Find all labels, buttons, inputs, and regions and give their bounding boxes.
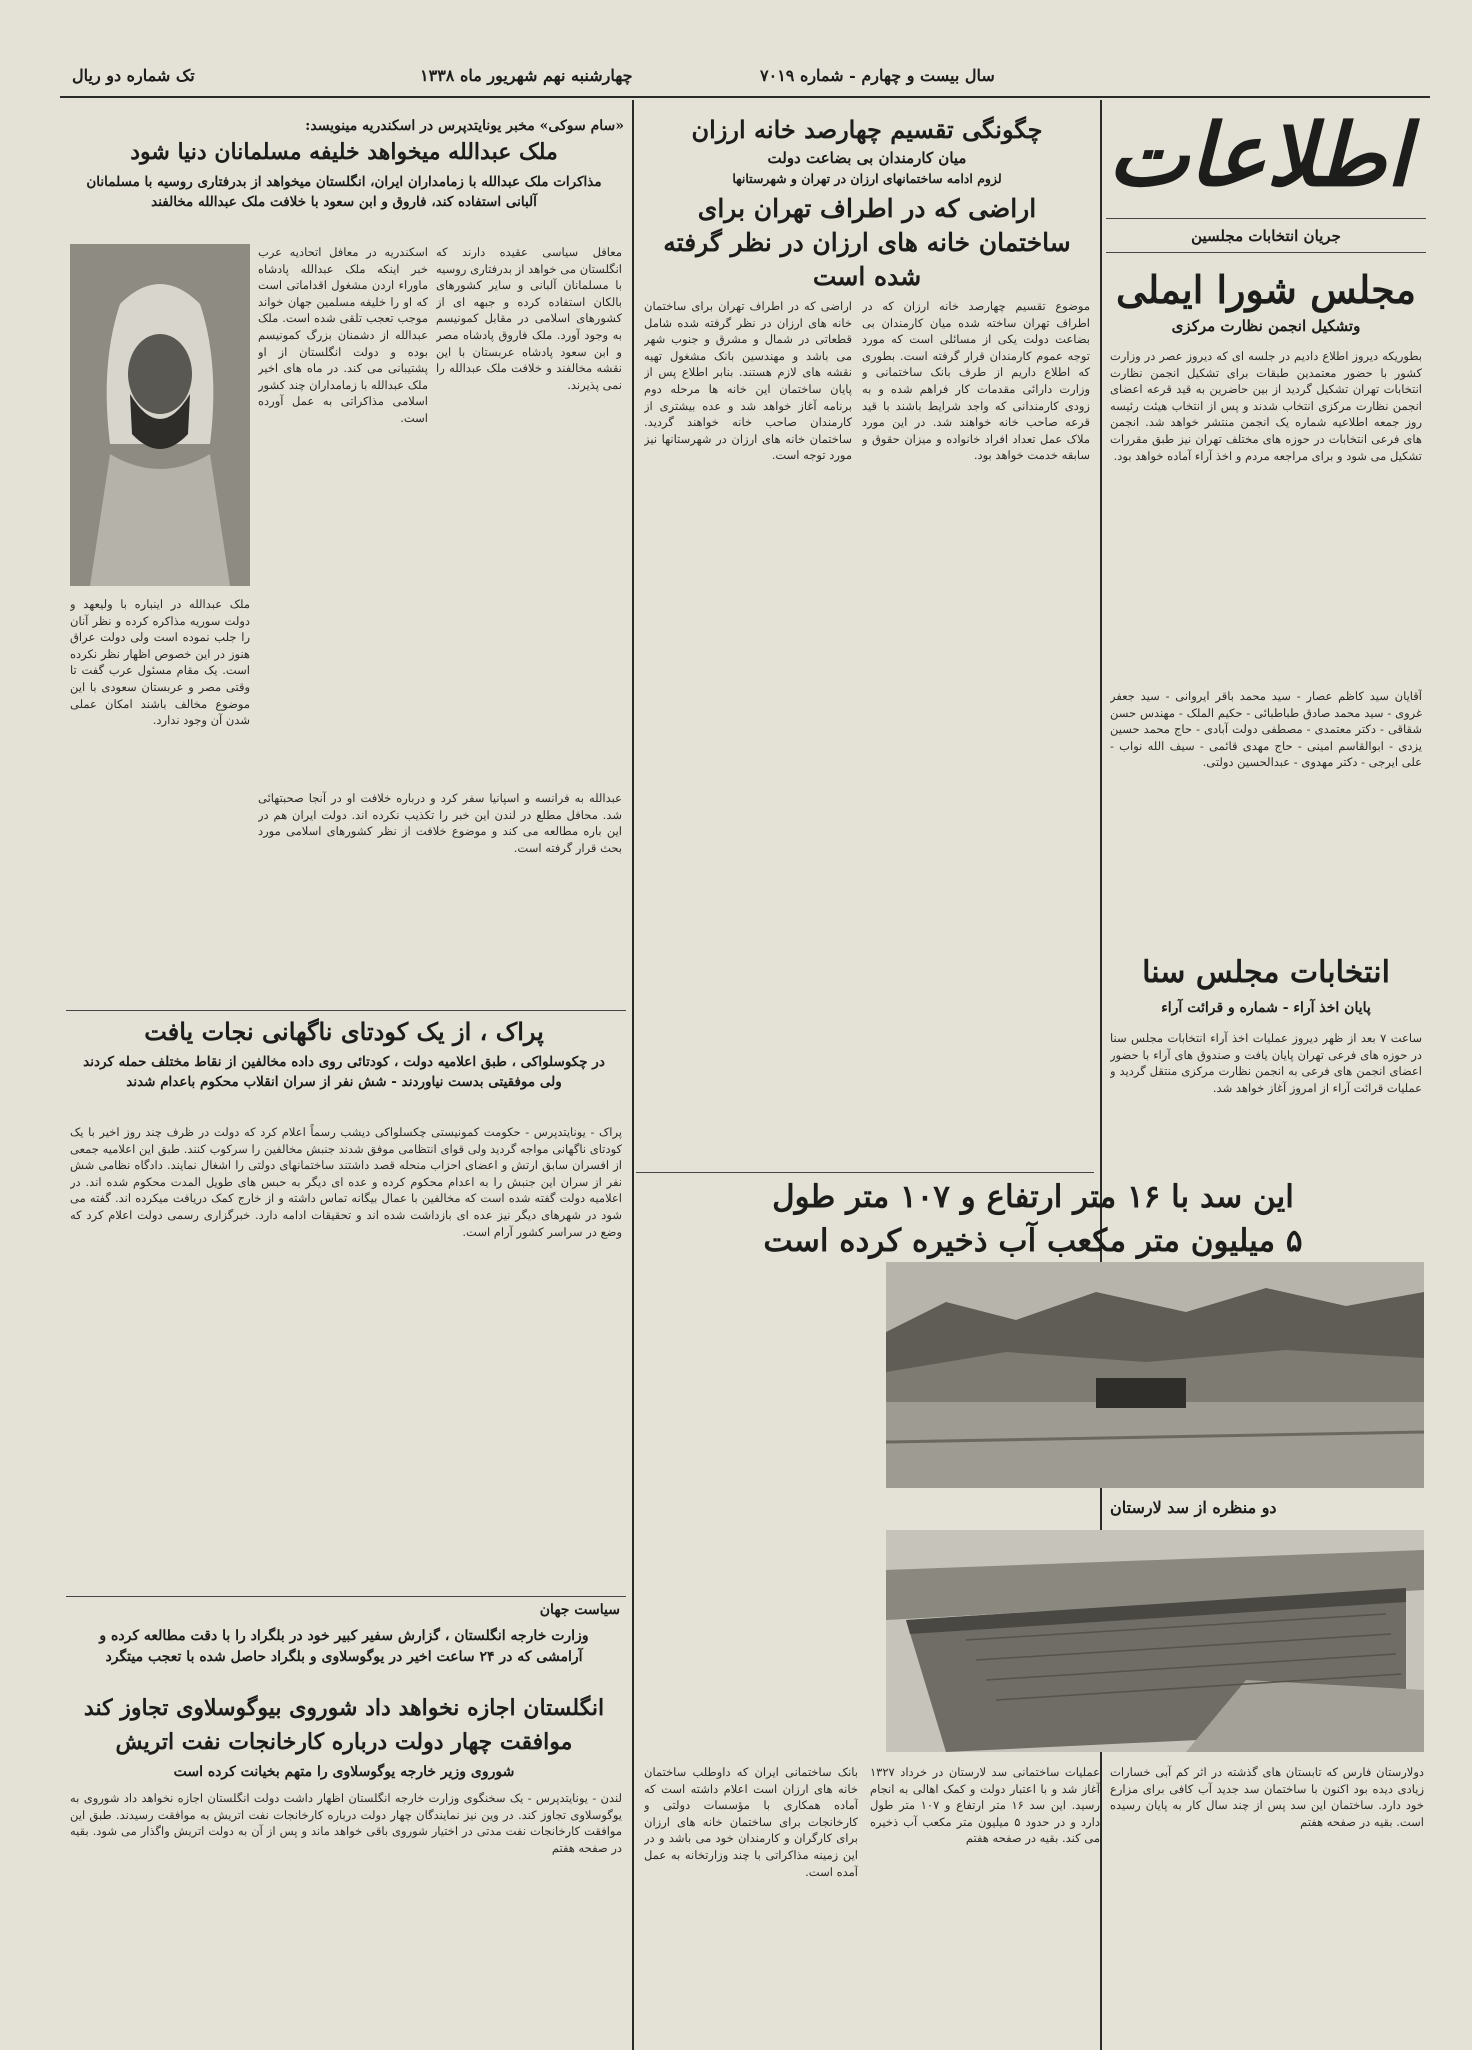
saudi-kicker: «سام سوکی» مخبر یونایتدپرس در اسکندریه مینویسد: xyxy=(305,118,624,134)
dam-photo-top-image xyxy=(886,1262,1424,1488)
saudi-body-col1: اسکندریه در معافل اتحادیه عرب خبر اینکه ملک عبدالله پادشاه ماوراء اردن مشغول اقداماتی است که او را خلیفه مسلمین جهان خواند موجب تعجب تلقی شده است. ملک عبدالله از دشمنان بزرگ کمونیسم بوده و دولت انگلستان از او پشتیبانی می کند. در ماه های اخیر ملک عبدالله با زمامداران چند کشور اسلامی مذاکراتی به عمل آورده است. xyxy=(258,245,428,425)
section-rule xyxy=(66,1010,626,1011)
saudi-body-col2: معافل سیاسی عقیده دارند که انگلستان می خواهد از بدرفتاری روسیه با مسلمانان آلبانی و سایر کشورهای بالکان استفاده کرده و جبهه ای از کشورهای اسلامی در مقابل کمونیسم به وجود آورد. ملک فاروق پادشاه مصر و ابن سعود پادشاه عربستان با این نقشه مخالفند و خلافت ملک عبدالله را نمی پذیرند. xyxy=(436,245,622,392)
world-lead: وزارت خارجه انگلستان ، گزارش سفیر کبیر خود در بلگراد را با دقت مطالعه کرده و آرامشی که در ۲۴ ساعت اخیر در یوگوسلاوی و بلگراد حاصل شده با تعجب میتگرد xyxy=(99,1628,589,1665)
section-rule xyxy=(66,1596,626,1597)
section-rule xyxy=(1106,252,1426,253)
saudi-body-col3: ملک عبدالله در اینباره با ولیعهد و دولت سوریه مذاکره کرده و نظر آنان را جلب نموده است ولی دولت عراق هنوز در این خصوص اظهار نظر نکرده است. یک مقام مسئول عرب گفت تا وقتی مصر و عربستان سعودی با این موضوع مخالف باشند امکان عملی شدن آن وجود ندارد. xyxy=(70,597,250,728)
saudi-body-col4: عبدالله به فرانسه و اسپانیا سفر کرد و درباره خلافت او در آنجا صحبتهائی شد. محافل مطلع در لندن این خبر را تکذیب نکرده اند. دولت ایران هم در این باره مطالعه می کند و موضوع خلافت از نظر کشورهای اسلامی مورد بحث قرار گرفته است. xyxy=(258,791,622,855)
column-rule xyxy=(636,1172,1094,1173)
elections-body: بطوریکه دیروز اطلاع دادیم در جلسه ای که دیروز عصر در وزارت کشور با حضور معتمدین طبقات برای تشکیل انجمن نظارت انتخابات تهران تشکیل گردید از بین حاضرین به قید قرعه اعضای انجمن نظارت مرکزی انتخاب شدند و پس از انتخاب هیئت رئیسه روز جمعه اطلاعیه شماره یک انجمن منتشر خواهد شد. انجمن های فرعی انتخابات در حوزه های مختلف تهران نیز طبق مقررات تشکیل می شود و برای مراجعه مردم و اخذ آراء آماده خواهد بود. xyxy=(1110,349,1422,463)
dam-headline-line2: ۵ میلیون متر مکعب آب ذخیره کرده است xyxy=(763,1223,1303,1259)
elections-subtitle: وتشکیل انجمن نظارت مرکزی xyxy=(1171,317,1361,335)
housing-title: چگونگی تقسیم چهارصد خانه ارزان xyxy=(691,115,1043,144)
world-headline-1: انگلستان اجازه نخواهد داد شوروی بیوگوسلاوی تجاوز کند xyxy=(83,1695,605,1721)
masthead-logo: اطلاعات xyxy=(1107,105,1410,206)
senate-title: انتخابات مجلس سنا xyxy=(1142,955,1390,990)
dam-caption: دو منظره از سد لارستان xyxy=(1110,1498,1277,1517)
dam-body-part2: عملیات ساختمانی سد لارستان در خرداد ۱۳۲۷ آغاز شد و با اعتبار دولت و کمک اهالی به انجام رسید. این سد ۱۶ متر ارتفاع و ۱۰۷ متر طول دارد و در حدود ۵ میلیون متر مکعب آب ذخیره می کند. بقیه در صفحه هفتم xyxy=(870,1765,1100,1846)
prague-body: پراک - یونایتدپرس - حکومت کمونیستی چکسلواکی دیشب رسماً اعلام کرد که دولت در ظرف چند روز اخیر با یک کودتای ناگهانی مواجه گردید ولی قوای انتظامی موفق شدند جنبش مخالفین را سرکوب کنند. طبق این اعلامیه جمعی از افسران سابق ارتش و اعضای احزاب منحله قصد داشتند ساختمانهای دولتی را اشغال نمایند. دادگاه نظامی شش نفر از سران این جنبش را به اعدام محکوم کرده و عده ای دیگر به حبس های طویل المدت محکوم شده اند. در اعلامیه دولت گفته شده است که مخالفین با عمال بیگانه تماس داشته و از خارج کمک دریافت میکرده اند. گفته می شود در شهرهای دیگر نیز عده ای بازداشت شده اند و تحقیقات ادامه دارد. خبرگزاری رسمی دولت اعلام کرد که وضع در سراسر کشور آرام است. xyxy=(70,1125,622,1239)
elections-kicker: جریان انتخابات مجلسین xyxy=(1191,227,1341,245)
issue-number: سال بیست و چهارم - شماره ۷۰۱۹ xyxy=(760,66,995,85)
elections-member-list: آقایان سید کاظم عصار - سید محمد باقر ایروانی - سید جعفر غروی - سید محمد صادق طباطبائی - حکیم الملک - مهندس حسن شقاقی - دکتر معتمدی - مصطفی دولت آبادی - حاج محمد حسین یزدی - ابوالقاسم امینی - حاج مهدی قائمی - سیف الله نواب - علی ایرجی - دکتر مهدوی - عبدالحسین دولتی. xyxy=(1110,689,1422,770)
senate-body: ساعت ۷ بعد از ظهر دیروز عملیات اخذ آراء انتخابات مجلس سنا در حوزه های فرعی تهران پایان یافت و صندوق های آراء با حضور اعضای انجمن های فرعی به انجمن نظارت مرکزی منتقل گردید و عملیات قرائت آراء از امروز آغاز خواهد شد. xyxy=(1110,1031,1422,1095)
world-headline-2: موافقت چهار دولت درباره کارخانجات نفت اتریش xyxy=(115,1729,573,1755)
saudi-headline: ملک عبدالله میخواهد خلیفه مسلمانان دنیا شود xyxy=(130,139,558,165)
dam-photo-bottom xyxy=(886,1530,1424,1752)
elections-title: مجلس شورا ایملی xyxy=(1115,267,1417,312)
dam-body-part1: دولارستان فارس که تابستان های گذشته در اثر کم آبی خسارات زیادی دیده بود اکنون با ساختمان سد جدید آب کافی برای مزارع خود دارد. ساختمان این سد پس از چند سال کار به پایان رسیده است. بقیه در صفحه هفتم xyxy=(1110,1765,1424,1829)
dam-headline-line1: این سد با ۱۶ متر ارتفاع و ۱۰۷ متر طول xyxy=(772,1179,1294,1215)
housing-subtitle: میان کارمندان بی بضاعت دولت xyxy=(767,149,967,167)
housing-subtitle-2: لزوم ادامه ساختمانهای ارزان در تهران و شهرستانها xyxy=(732,171,1002,186)
saudi-subheadline: مذاکرات ملک عبدالله با زمامداران ایران، انگلستان میخواهد از بدرفتاری روسیه با مسلمانان آلبانی استفاده کند، فاروق و ابن سعود با خلافت ملک عبدالله مخالفند xyxy=(86,174,602,210)
housing-body-col1: موضوع تقسیم چهارصد خانه ارزان که در اطراف تهران ساخته شده میان کارمندان بی بضاعت دولت یکی از مسائلی است که مورد توجه عموم کارمندان قرار گرفته است. بطوری که اطلاع داریم از طرف بانک ساختمانی و وزارت دارائی مقدمات کار فراهم شده و به زودی کارمندانی که واجد شرایط باشند با قید قرعه صاحب خانه خواهند شد. در این مورد ملاک عمل تعداد افراد خانواده و میزان حقوق و سابقه خدمت خواهد بود. xyxy=(862,299,1090,463)
senate-subtitle: پایان اخذ آراء - شماره و قرائت آراء xyxy=(1161,1000,1371,1016)
king-abdullah-portrait xyxy=(70,244,250,586)
housing-body-col2: اراضی که در اطراف تهران برای ساختمان خانه های ارزان در نظر گرفته شده شامل قطعاتی در شمال و مشرق و جنوب شهر می باشد و مهندسین بانک مشغول تهیه نقشه های لازم هستند. بنابر اطلاع پس از پایان ساختمان این خانه ها مرحله دوم برنامه آغاز خواهد شد و عده بیشتری از کارمندان صاحب خانه خواهند گردید. ساختمان خانه های ارزان در شهرستانها نیز مورد توجه است. xyxy=(644,299,852,463)
dam-photo-bottom-image xyxy=(886,1530,1424,1752)
price-label: تک شماره دو ریال xyxy=(72,66,195,85)
column-rule xyxy=(1100,100,1102,2050)
housing-headline-2: اراضی که در اطراف تهران برای ساختمان خانه های ارزان در نظر گرفته شده است xyxy=(663,194,1071,291)
issue-date: چهارشنبه نهم شهریور ماه ۱۳۳۸ xyxy=(420,66,633,85)
world-subheadline: شوروی وزیر خارجه یوگوسلاوی را متهم بخیانت کرده است xyxy=(173,1764,515,1780)
section-rule xyxy=(1106,218,1426,219)
world-kicker: سیاست جهان xyxy=(539,1602,620,1618)
prague-headline: پراک ، از یک کودتای ناگهانی نجات یافت xyxy=(144,1017,544,1046)
housing-body-continued: بانک ساختمانی ایران که داوطلب ساختمان خانه های ارزان است اعلام داشته است که آماده همکاری با مؤسسات دولتی و کارخانجات برای ساختمان خانه های ارزان برای کارگران و کارمندان خود می باشد و در این زمینه مذاکراتی با چند وزارتخانه به عمل آمده است. xyxy=(644,1765,858,1879)
world-body: لندن - یونایتدپرس - یک سخنگوی وزارت خارجه انگلستان اظهار داشت دولت انگلستان اجازه نخواهد داد شوروی به یوگوسلاوی تجاوز کند. در وین نیز نمایندگان چهار دولت درباره کارخانجات نفت اتریش به موافقت رسیدند. طبق این موافقت کارخانجات نفت مدتی در اختیار شوروی باقی خواهد ماند و پس از آن به دولت اتریش واگذار می شود. بقیه در صفحه هفتم xyxy=(70,1791,622,1855)
prague-subheadline: در چکوسلواکی ، طبق اعلامیه دولت ، کودتائی روی داده مخالفین از نقاط مختلف حمله کردند ولی موفقیتی بدست نیاوردند - شش نفر از سران انقلاب محکوم باعدام شدند xyxy=(83,1054,605,1090)
column-rule xyxy=(632,100,634,2050)
king-abdullah-photo xyxy=(70,244,250,586)
dam-photo-top xyxy=(886,1262,1424,1488)
